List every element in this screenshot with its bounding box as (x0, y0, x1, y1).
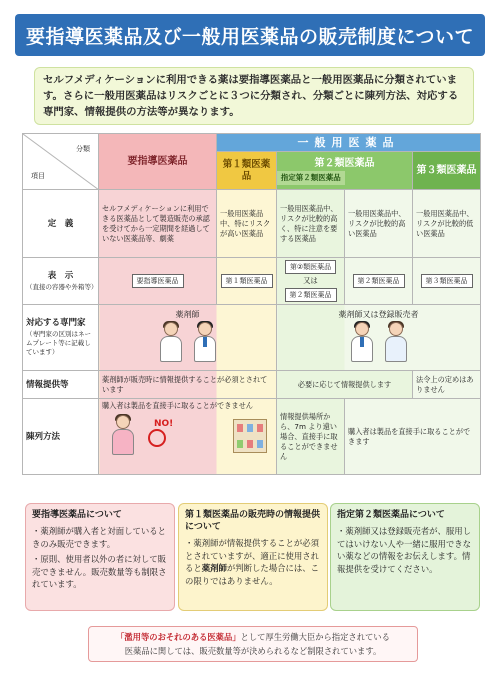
senmonka-left-text: 薬剤師 (175, 310, 200, 319)
registered-illustration (349, 322, 409, 362)
box1-p2: ・原則、使用者以外の者に対して販売できません。販売数量等も制限されています。 (32, 554, 167, 589)
senmonka-note: （専門家の区別はネームプレート等に記載しています） (26, 330, 91, 356)
pharmacist-man-figure (349, 322, 375, 362)
label-youshidou: 要指導医薬品 (132, 274, 184, 288)
senmonka-pharmacist (99, 305, 277, 371)
footer-line2: 医薬品に関しては、販売数量等が決められるなど制限されています。 (124, 646, 382, 656)
chinretsu-middle: 情報提供場所から、7m より遠い場合、直接手に取ることができません (277, 399, 345, 475)
page-title: 要指導医薬品及び一般用医薬品の販売制度について (15, 14, 485, 56)
classification-table (22, 133, 481, 475)
label-or: 又は (303, 276, 318, 285)
hyouji-note: （直接の容器や外箱等） (26, 282, 98, 291)
row-label-teigi: 定 義 (23, 190, 99, 258)
registered-seller-figure (383, 322, 409, 362)
label-shitei2-circle: 第②類医薬品 (285, 260, 336, 274)
box2-title: 第１類医薬品の販売時の情報提供について (185, 510, 321, 532)
senmonka-right-text: 薬剤師又は登録販売者 (338, 310, 419, 319)
label-dai3: 第３類医薬品 (421, 274, 473, 288)
pharmacist-illustration (158, 322, 218, 362)
no-mark-text: NO! (154, 419, 174, 429)
header-youshidou: 要指導医薬品 (99, 134, 217, 190)
customer-figure (110, 415, 136, 455)
jouhou-middle: 必要に応じて情報提供します (277, 371, 413, 399)
box2-p1a: ・薬剤師が情報提供することが必須とされていますが、適正に使用されると (185, 538, 319, 573)
hyouji-dai3 (413, 258, 481, 305)
teigi-shitei2: 一般用医薬品中、リスクが比較的高く、特に注意を要する医薬品 (277, 190, 345, 258)
header-dai2: 第２類医薬品 (314, 157, 375, 169)
hyouji-label: 表 示 (47, 270, 74, 281)
box2-p1b: 薬剤師 (201, 563, 227, 573)
footer-note (88, 626, 418, 662)
header-dai2-group (277, 152, 413, 190)
corner-top-label: 分類 (76, 145, 90, 153)
row-label-jouhou: 情報提供等 (23, 371, 99, 399)
row-label-senmonka (23, 305, 99, 371)
box1-title: 要指導医薬品について (32, 510, 122, 520)
header-ippan: 一般用医薬品 (217, 134, 481, 152)
jouhou-left: 薬剤師が販売時に情報提供することが必須とされています (99, 371, 277, 399)
header-dai1: 第１類医薬品 (217, 152, 277, 190)
teigi-dai3: 一般用医薬品中、リスクが比較的低い医薬品 (413, 190, 481, 258)
teigi-dai1: 一般用医薬品中、特にリスクが高い医薬品 (217, 190, 277, 258)
hyouji-dai1 (217, 258, 277, 305)
senmonka-label: 対応する専門家 (26, 318, 86, 328)
info-box-shitei2 (330, 503, 480, 611)
footer-red: 「濫用等のおそれのある医薬品」 (116, 632, 241, 642)
box3-p1: ・薬剤師又は登録販売者が、服用してはいけない人や一緒に服用できない薬などの情報をお伝えします。情報提供を受けてください。 (337, 526, 471, 574)
info-box-dai1 (178, 503, 328, 611)
intro-text: セルフメディケーションに利用できる薬は要指導医薬品と一般用医薬品に分類されています。さらに一般用医薬品はリスクごとに３つに分類され、分類ごとに陳列方法、対応する専門家、情報提供の方法等が異なります。 (34, 67, 474, 125)
hyouji-youshidou (99, 258, 217, 305)
prohibited-icon (148, 429, 166, 447)
hyouji-dai2 (345, 258, 413, 305)
table-corner (23, 134, 99, 190)
chinretsu-right: 購入者は製品を直接手に取ることができます (345, 399, 481, 475)
label-shitei2-box: 第２類医薬品 (285, 288, 337, 302)
teigi-dai2: 一般用医薬品中、リスクが比較的高い医薬品 (345, 190, 413, 258)
pharmacist-female-figure (158, 322, 184, 362)
row-label-hyouji (23, 258, 99, 305)
header-dai3: 第３類医薬品 (413, 152, 481, 190)
box3-title: 指定第２類医薬品について (337, 510, 445, 520)
label-dai1: 第１類医薬品 (221, 274, 273, 288)
pharmacist-male-figure (192, 322, 218, 362)
chinretsu-left-text: 購入者は製品を直接手に取ることができません (102, 401, 253, 410)
footer-rest1: として厚生労働大臣から指定されている (240, 632, 390, 642)
corner-bottom-label: 項目 (31, 172, 45, 180)
header-shitei2: 指定第２類医薬品 (277, 171, 345, 185)
box2-p1 (185, 537, 321, 587)
box1-p1: ・薬剤師が購入者と対面しているときのみ販売できます。 (32, 526, 166, 549)
row-label-chinretsu: 陳列方法 (23, 399, 99, 475)
no-touch-illustration (102, 411, 273, 457)
label-dai2: 第２類医薬品 (353, 274, 405, 288)
jouhou-right: 法令上の定めはありません (413, 371, 481, 399)
corner-diagonal (23, 134, 99, 190)
footer-line1 (89, 630, 417, 644)
chinretsu-left (99, 399, 277, 475)
hyouji-shitei2 (277, 258, 345, 305)
teigi-youshidou: セルフメディケーションに利用できる医薬品として製造販売の承認を受けてから一定期間を経過していない医薬品等、劇薬 (99, 190, 217, 258)
box2-p1c: が判断した場合には、この限りではありません。 (185, 563, 319, 586)
senmonka-registered (277, 305, 481, 371)
shelf-icon (233, 419, 267, 453)
info-box-youshidou (25, 503, 175, 611)
